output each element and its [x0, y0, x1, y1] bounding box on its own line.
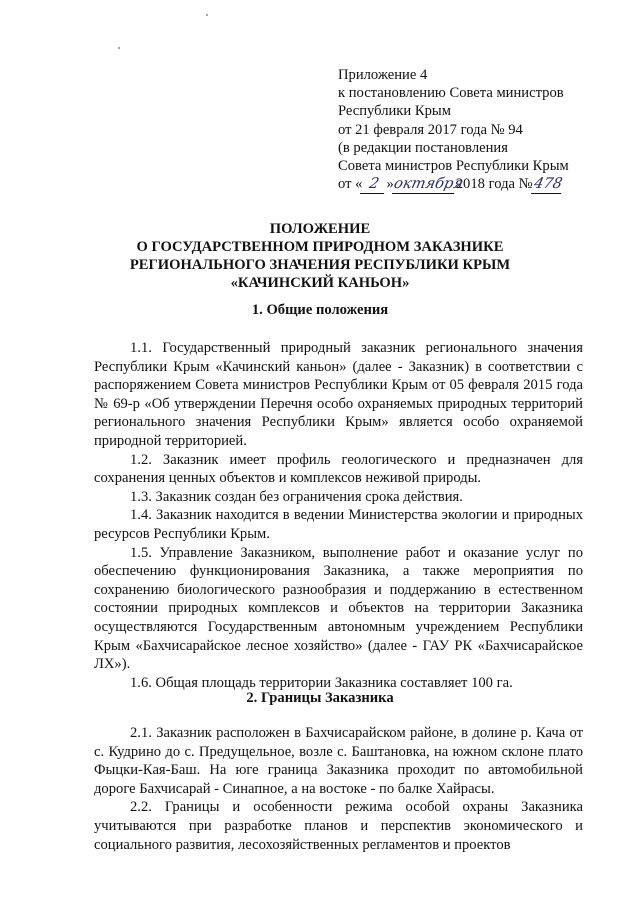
appendix-line: от 21 февраля 2017 года № 94	[338, 121, 523, 138]
paragraph: 1.6. Общая площадь территории Заказника составляет 100 га.	[130, 674, 513, 691]
section-2-heading: 2. Границы Заказника	[246, 690, 394, 706]
handwritten-day: 2	[360, 175, 388, 194]
paragraph: 2.2. Границы и особенности режима особой охраны Заказника учитываются при разработке планов и перспектив экономического и социального развития, лесохозяйственных регламентов и проектов	[94, 799, 583, 853]
appendix-line: Приложение 4	[338, 67, 428, 83]
scan-speck	[118, 47, 120, 49]
title-line: РЕГИОНАЛЬНОГО ЗНАЧЕНИЯ РЕСПУБЛИКИ КРЫМ	[129, 257, 511, 273]
appendix-line: (в редакции постановления	[338, 139, 508, 156]
paragraph: 1.4. Заказник находится в ведении Министерства экологии и природных ресурсов Республики Крым.	[94, 507, 583, 542]
appendix-block	[338, 66, 618, 194]
appendix-date-line	[338, 175, 618, 194]
section-1-body	[94, 339, 583, 692]
section-1-heading: 1. Общие положения	[251, 302, 389, 318]
appendix-line: Республики Крым	[338, 103, 451, 120]
date-mid: »	[386, 176, 394, 193]
date-prefix: от «	[338, 176, 363, 193]
handwritten-number: 478	[531, 175, 565, 194]
paragraph: 1.3. Заказник создан без ограничения срока действия.	[130, 488, 463, 505]
title-line: ПОЛОЖЕНИЕ	[269, 221, 371, 237]
paragraph: 2.1. Заказник расположен в Бахчисарайском районе, в долине р. Кача от с. Кудрино до с. Предущельное, возле с. Баштановка, на южном склоне плато Фыцки-Кая-Баш. На юге граница Заказника проходит по автомобильной дороге Бахчисарай - Синапное, а на востоке - по балке Хайрасы.	[94, 725, 583, 797]
title-line: «КАЧИНСКИЙ КАНЬОН»	[230, 275, 410, 291]
appendix-line: к постановлению Совета министров	[338, 85, 564, 102]
paragraph: 1.1. Государственный природный заказник регионального значения Республики Крым «Качинский каньон» (далее - Заказник) в соответствии с распоряжением Совета министров Республики Крым от 05 февраля 2015 года № 69-р «Об утверждении Перечня особо охраняемых природных территорий регионального значения Республики Крым» является особо охраняемой природной территорией.	[94, 340, 583, 449]
paragraph: 1.5. Управление Заказником, выполнение работ и оказание услуг по обеспечению функционирования Заказника, а также мероприятия по сохранению биологического разнообразия и поддержанию в естественном состоянии природных комплексов и объектов на территории Заказника осуществляются Государственным автономным учреждением Республики Крым «Бахчисарайское лесное хозяйство» (далее - ГАУ РК «Бахчисарайское ЛХ»).	[94, 544, 583, 673]
title-line: О ГОСУДАРСТВЕННОМ ПРИРОДНОМ ЗАКАЗНИКЕ	[136, 239, 504, 255]
appendix-line: Совета министров Республики Крым	[338, 158, 569, 175]
paragraph: 1.2. Заказник имеет профиль геологического и предназначен для сохранения ценных объектов и комплексов неживой природы.	[94, 451, 583, 487]
handwritten-month: октября	[392, 175, 458, 194]
scan-speck	[206, 14, 208, 16]
date-suffix: 2018 года №	[455, 176, 533, 193]
section-2-body	[94, 724, 583, 854]
document-title	[0, 220, 640, 292]
